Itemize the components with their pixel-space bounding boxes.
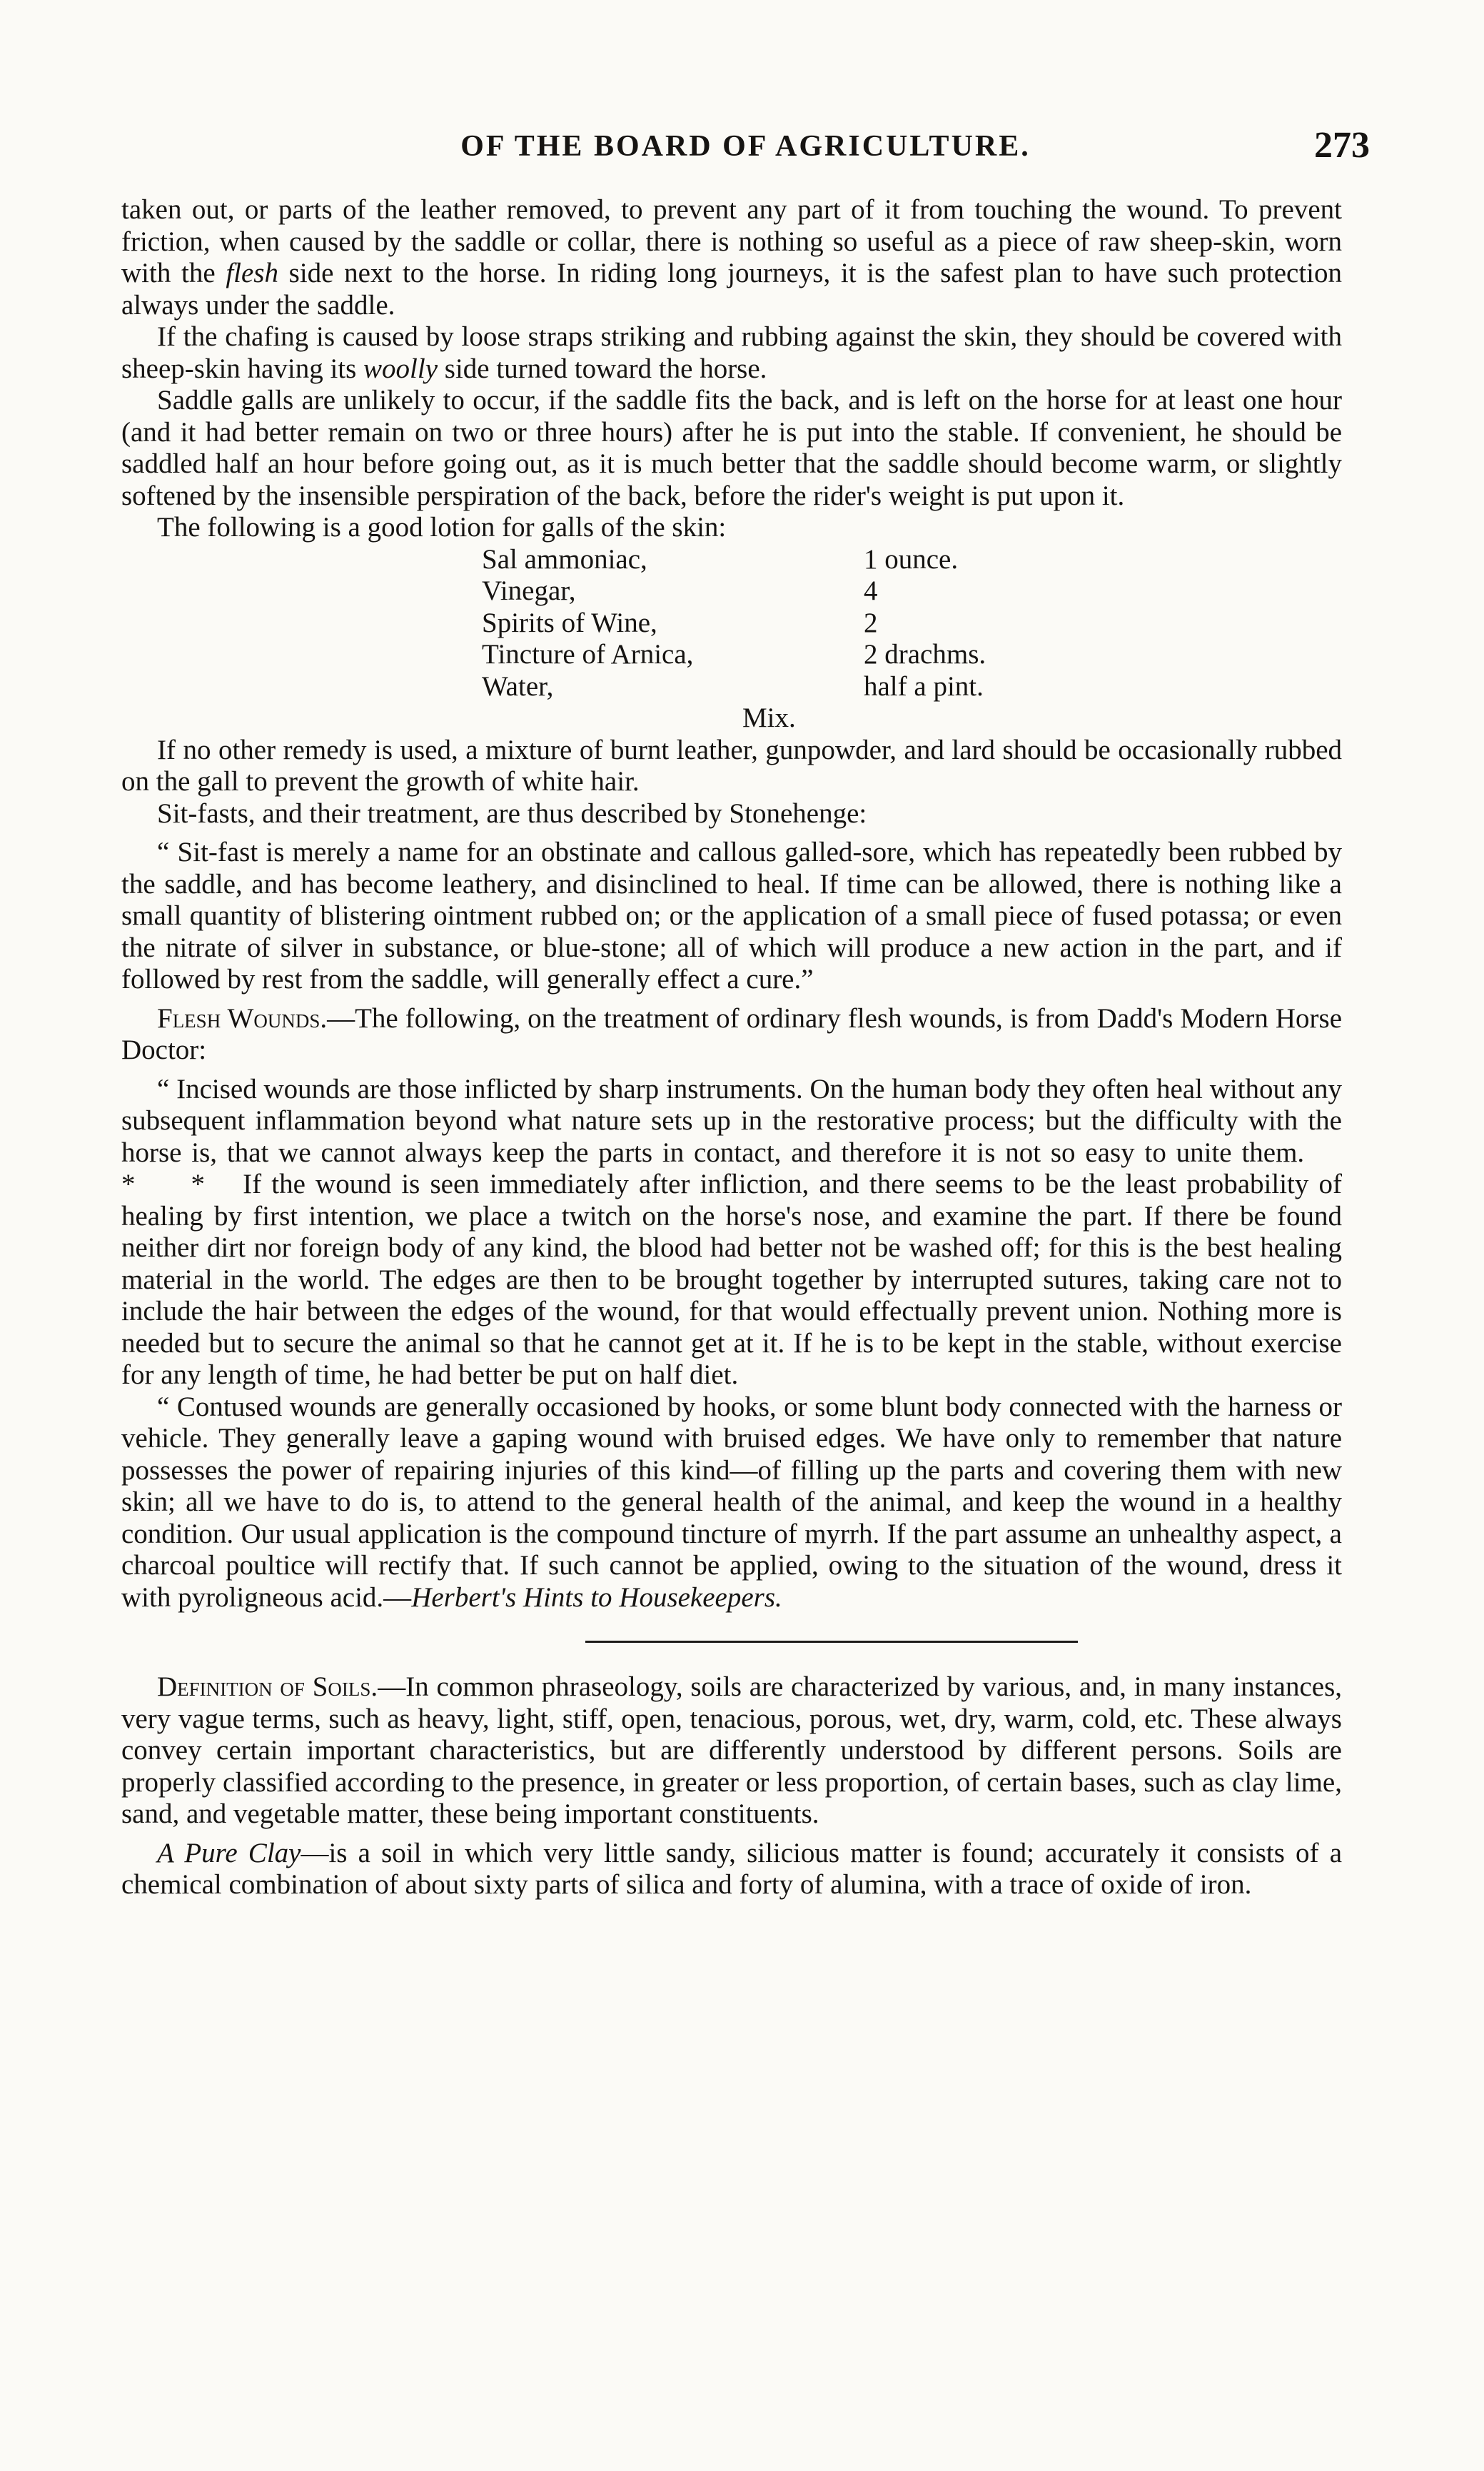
recipe-row: Sal ammoniac, 1 ounce.	[482, 543, 959, 575]
recipe-row: Spirits of Wine, 2	[482, 607, 878, 638]
recipe-row: Vinegar, 4	[482, 575, 878, 606]
page-body	[121, 194, 1342, 1901]
paragraph: A Pure Clay—is a soil in which very little sandy, silicious matter is found; accurately it consists of a chemical combination of about sixty parts of silica and forty of alumina, with a trace of oxide of iron.	[121, 1837, 1343, 1900]
quote-paragraph: “ Contused wounds are generally occasioned by hooks, or some blunt body connected with the harness or vehicle. They generally leave a gaping wound with bruised edges. We have only to remember that nature possesses the power of repairing injuries of this kind—of filling up the parts and covering them with new skin; all we have to do is, to attend to the general health of the animal, and keep the wound in a healthy condition. Our usual application is the compound tincture of myrrh. If the part assume an unhealthy aspect, a charcoal poultice will rectify that. If such cannot be applied, owing to the situation of the wound, dress it with pyroligneous acid.—Herbert's Hints to Housekeepers.	[121, 1391, 1342, 1613]
block-quote	[121, 837, 1342, 996]
recipe-mix-label: Mix.	[742, 703, 796, 733]
lotion-recipe	[482, 544, 1124, 703]
section-divider	[585, 1641, 1078, 1643]
page-number: 273	[1314, 125, 1370, 166]
quote-paragraph: “ Sit-fast is merely a name for an obstinate and callous galled-sore, which has repeatedly been rubbed by the saddle, and has become leathery, and disinclined to heal. If time can be allowed, there is nothing like a small quantity of blistering ointment rubbed on; or the application of a small piece of fused potassa; or even the nitrate of silver in substance, or blue-stone; all of which will produce a new action in the part, and if followed by rest from the saddle, will generally effect a cure.”	[121, 837, 1342, 995]
paragraph: taken out, or parts of the leather removed, to prevent any part of it from touching the wound. To prevent friction, when caused by the saddle or collar, there is nothing so useful as a piece of raw sheep-skin, worn with the flesh side next to the horse. In riding long journeys, it is the safest plan to have such protection always under the saddle.	[121, 194, 1343, 321]
recipe-row: Water, half a pint.	[482, 670, 984, 702]
paragraph: Saddle galls are unlikely to occur, if the saddle fits the back, and is left on the horse for at least one hour (and it had better remain on two or three hours) after he is put into the stable. If convenient, he should be saddled half an hour before going out, as it is much better that the saddle should become warm, or slightly softened by the insensible perspiration of the back, before the rider's weight is put upon it.	[121, 385, 1342, 511]
recipe-row: Tincture of Arnica, 2 drachms.	[482, 639, 986, 670]
paragraph: If the chafing is caused by loose straps striking and rubbing against the skin, they should be covered with sheep-skin having its woolly side turned toward the horse.	[121, 321, 1342, 384]
quote-paragraph: “ Incised wounds are those inflicted by sharp instruments. On the human body they often heal without any subsequent inflammation beyond what nature sets up in the restorative process; but the difficulty with the horse is, that we cannot always keep the parts in contact, and therefore it is not so easy to unite them. * * If the wound is seen immediately after infliction, and there seems to be the least probability of healing by first intention, we place a twitch on the horse's nose, and examine the part. If there be found neither dirt nor foreign body of any kind, the blood had better not be washed off; for this is the best healing material in the world. The edges are then to be brought together by interrupted sutures, taking care not to include the hair between the edges of the wound, for that would effectually prevent union. Nothing more is needed but to secure the animal so that he cannot get at it. If he is to be kept in the stable, without exercise for any length of time, he had better be put on half diet.	[121, 1073, 1342, 1390]
running-header	[121, 121, 1370, 171]
block-quote	[121, 1074, 1342, 1614]
paragraph: Sit-fasts, and their treatment, are thus described by Stonehenge:	[157, 797, 867, 829]
header-title: OF THE BOARD OF AGRICULTURE.	[460, 130, 1031, 163]
paragraph: If no other remedy is used, a mixture of burnt leather, gunpowder, and lard should be occasionally rubbed on the gall to prevent the growth of white hair.	[121, 734, 1342, 797]
paragraph: Flesh Wounds.—The following, on the treatment of ordinary flesh wounds, is from Dadd's Modern Horse Doctor:	[121, 1002, 1342, 1065]
paragraph: Definition of Soils.—In common phraseology, soils are characterized by various, and, in many instances, very vague terms, such as heavy, light, stiff, open, tenacious, porous, wet, dry, warm, cold, etc. These always convey certain important characteristics, but are differently understood by different persons. Soils are properly classified according to the presence, in greater or less proportion, of certain bases, such as clay lime, sand, and vegetable matter, these being important constituents.	[121, 1671, 1343, 1829]
paragraph: The following is a good lotion for galls of the skin:	[157, 512, 727, 543]
